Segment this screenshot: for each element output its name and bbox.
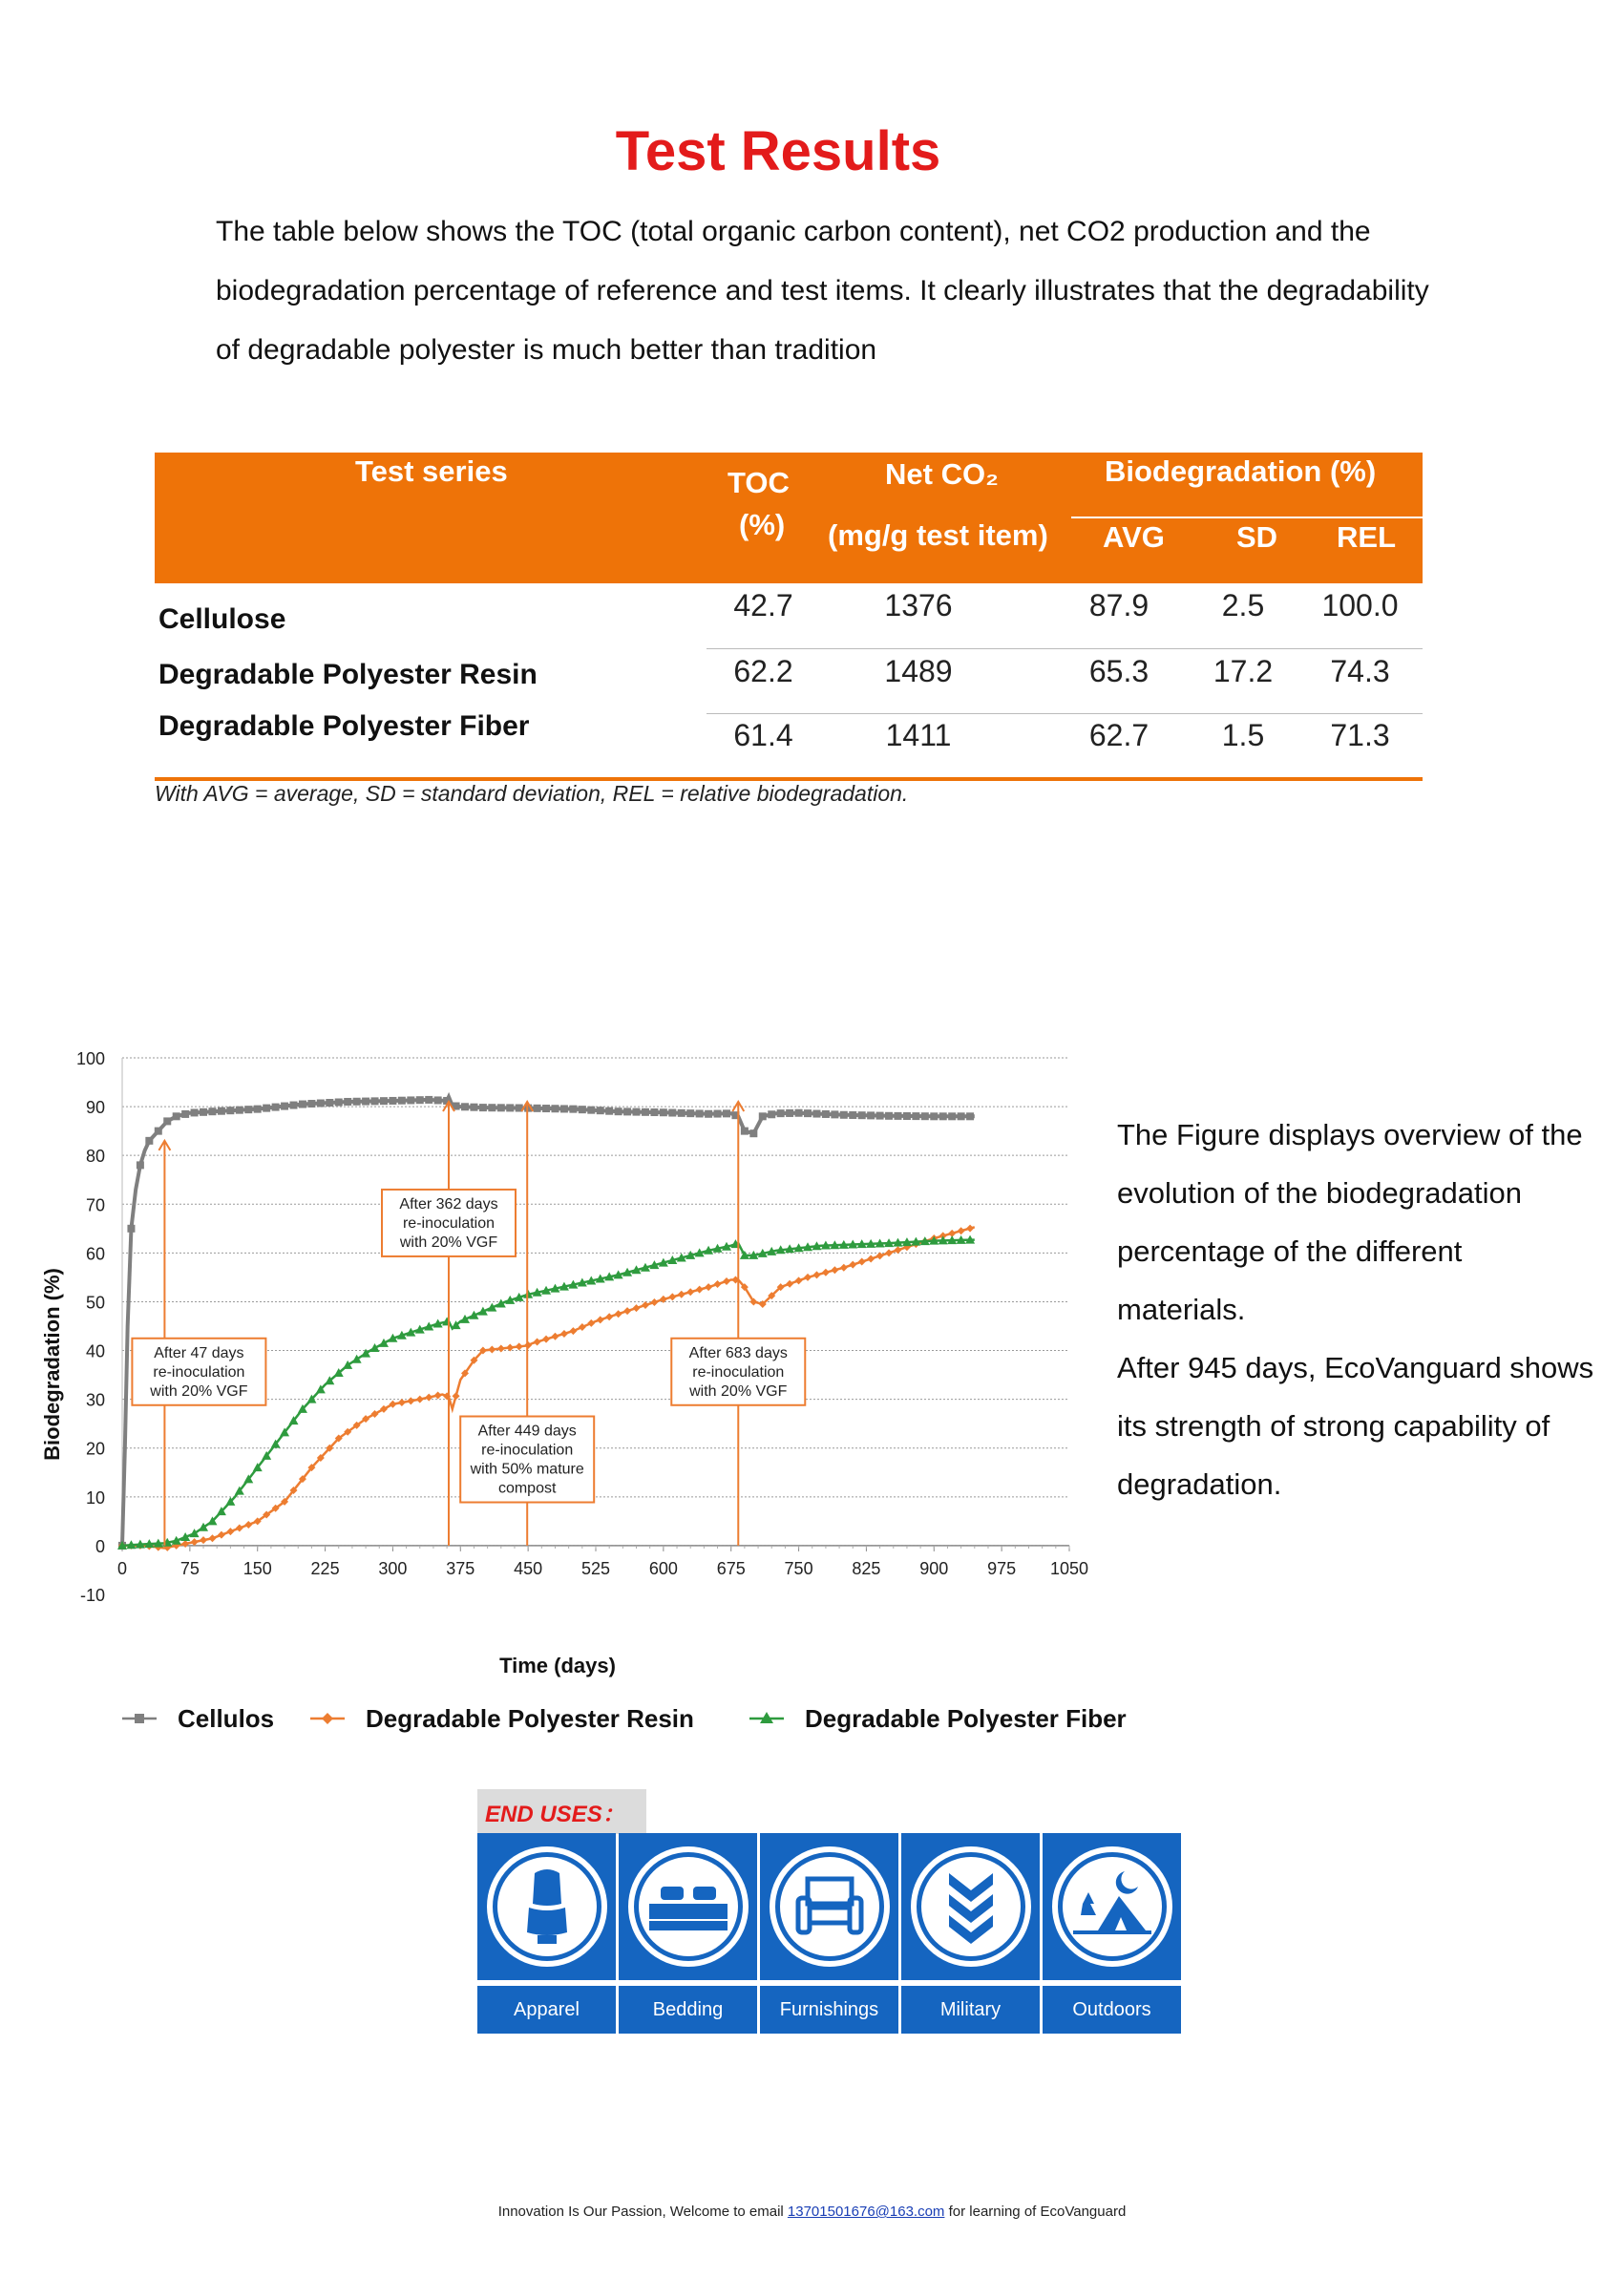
cellulose-marker: [244, 1106, 252, 1113]
resin-marker: [795, 1276, 803, 1284]
resin-marker: [840, 1264, 848, 1272]
resin-marker: [407, 1397, 414, 1404]
resin-marker: [416, 1396, 424, 1403]
cellulose-marker: [200, 1108, 207, 1116]
resin-marker: [208, 1534, 216, 1542]
annotation-text: After 362 days: [399, 1195, 498, 1213]
cellulose-marker: [497, 1104, 505, 1111]
cell-toc: 62.2: [733, 654, 793, 688]
cellulose-marker: [461, 1103, 469, 1110]
cellulose-marker: [597, 1107, 604, 1114]
chart-legend: [122, 1704, 1127, 1733]
cell-toc: 42.7: [733, 588, 793, 622]
figure-description-p2: After 945 days, EcoVanguard shows its strength of strong capability of degradation.: [1117, 1351, 1594, 1501]
resin-marker: [534, 1338, 541, 1345]
cellulose-marker: [958, 1112, 965, 1120]
resin-marker: [786, 1280, 793, 1288]
resin-marker: [605, 1313, 613, 1320]
header-co2-unit: (mg/g test item): [828, 518, 1048, 552]
x-tick-label: 525: [580, 1558, 611, 1578]
end-use-apparel: [477, 1833, 616, 2034]
annotation-text: After 449 days: [477, 1423, 577, 1440]
resin-marker: [650, 1298, 658, 1306]
figure-description: [1117, 1106, 1594, 1513]
annotation-text: re-inoculation: [153, 1363, 245, 1381]
cellulose-marker: [840, 1111, 848, 1119]
cellulose-marker: [353, 1098, 361, 1106]
y-tick-label: 30: [85, 1390, 105, 1410]
cell-co2: 1489: [884, 654, 953, 688]
cellulose-marker: [768, 1110, 775, 1118]
cellulose-marker: [317, 1100, 325, 1107]
legend-label: Degradable Polyester Fiber: [805, 1704, 1127, 1733]
cell-rel: 74.3: [1330, 654, 1390, 688]
cellulose-marker: [741, 1128, 749, 1135]
cell-avg: 87.9: [1088, 588, 1149, 622]
chart-annotations: [132, 1102, 805, 1546]
cell-avg: 65.3: [1088, 654, 1149, 688]
cellulose-marker: [551, 1105, 559, 1112]
x-tick-label: 675: [716, 1558, 746, 1578]
cellulose-marker: [389, 1097, 396, 1105]
y-tick-label: 40: [85, 1341, 105, 1361]
resin-marker: [191, 1538, 199, 1546]
y-tick-label: -10: [79, 1586, 105, 1605]
cellulose-marker: [822, 1110, 830, 1118]
cellulose-marker: [407, 1096, 414, 1104]
cell-co2: 1376: [884, 588, 953, 622]
resin-marker: [425, 1394, 432, 1402]
cell-sd: 17.2: [1213, 654, 1274, 688]
annotation-text: After 47 days: [154, 1344, 244, 1361]
cellulose-marker: [163, 1117, 171, 1125]
resin-marker: [244, 1521, 252, 1529]
resin-marker: [812, 1271, 820, 1278]
annotation-text: After 683 days: [688, 1344, 788, 1361]
y-tick-label: 80: [85, 1147, 105, 1167]
cellulose-marker: [479, 1104, 487, 1111]
cell-co2: 1411: [885, 718, 952, 752]
footer-email-link[interactable]: 13701501676@163.com: [787, 2204, 945, 2220]
y-tick-label: 70: [85, 1195, 105, 1215]
resin-marker: [597, 1316, 604, 1323]
end-use-label: Furnishings: [760, 1986, 898, 2034]
annotation-text: with 20% VGF: [689, 1382, 788, 1400]
cellulose-marker: [723, 1109, 730, 1117]
cellulose-marker: [876, 1112, 884, 1120]
end-use-bedding: [619, 1833, 757, 2034]
y-tick-label: 100: [75, 1049, 105, 1068]
annotation-text: with 50% mature: [470, 1461, 584, 1478]
cellulose-marker: [966, 1112, 974, 1120]
x-tick-label: 225: [310, 1558, 340, 1578]
cellulose-marker: [362, 1098, 369, 1106]
cell-toc: 61.4: [733, 718, 793, 752]
resin-marker: [804, 1274, 812, 1281]
header-divider: [1071, 517, 1423, 518]
row-name-resin: Degradable Polyester Resin: [158, 659, 538, 690]
row-name-cellulose: Cellulose: [158, 603, 286, 635]
cellulose-marker: [587, 1107, 595, 1114]
resin-marker: [714, 1280, 722, 1288]
x-tick-label: 450: [514, 1558, 543, 1578]
cellulose-marker: [605, 1107, 613, 1115]
resin-marker: [560, 1330, 568, 1338]
end-use-label: Apparel: [477, 1986, 616, 2034]
cellulose-marker: [145, 1137, 153, 1145]
chevrons-icon: [909, 1845, 1033, 1969]
resin-marker: [516, 1342, 523, 1350]
y-tick-label: 60: [85, 1244, 105, 1264]
row-divider: [707, 648, 1423, 649]
x-tick-label: 75: [179, 1558, 200, 1578]
resin-marker: [226, 1528, 234, 1535]
resin-marker: [398, 1399, 406, 1406]
y-tick-label: 0: [95, 1536, 105, 1556]
x-tick-label: 600: [648, 1558, 678, 1578]
resin-marker: [849, 1261, 856, 1269]
cellulose-marker: [299, 1101, 306, 1108]
cellulose-marker: [218, 1107, 225, 1115]
cellulose-marker: [226, 1107, 234, 1114]
y-axis-label: Biodegradation (%): [40, 1268, 64, 1461]
sofa-icon: [768, 1845, 892, 1969]
chart-grid: [122, 1058, 1069, 1546]
cellulose-marker: [236, 1107, 243, 1114]
legend-label: Degradable Polyester Resin: [366, 1704, 694, 1733]
resin-marker: [497, 1345, 505, 1353]
cell-avg: 62.7: [1088, 718, 1149, 752]
resin-marker: [236, 1525, 243, 1532]
cellulose-marker: [795, 1109, 803, 1117]
table-header: [155, 453, 1423, 583]
legend-marker: [322, 1713, 333, 1724]
cellulose-marker: [307, 1100, 315, 1107]
resin-marker: [705, 1283, 712, 1291]
cellulose-marker: [714, 1110, 722, 1118]
x-tick-label: 825: [852, 1558, 881, 1578]
cellulose-marker: [254, 1106, 262, 1113]
cellulose-marker: [488, 1104, 496, 1111]
row-divider: [707, 713, 1423, 714]
cellulose-marker: [921, 1112, 929, 1120]
cellulose-marker: [173, 1112, 180, 1120]
resin-marker: [642, 1301, 649, 1309]
end-use-label: Military: [901, 1986, 1040, 2034]
x-tick-label: 375: [446, 1558, 475, 1578]
cellulose-marker: [777, 1109, 785, 1117]
cellulose-marker: [867, 1111, 875, 1119]
annotation-text: with 20% VGF: [150, 1382, 248, 1400]
intro-paragraph: The table below shows the TOC (total organic carbon content), net CO2 production and the biodegradation percentage of reference and test items. It clearly illustrates that the degradability of degradable polyester is much better than tradition: [216, 216, 1429, 366]
end-use-furnishings: [760, 1833, 898, 2034]
cellulose-marker: [380, 1097, 388, 1105]
cellulose-marker: [696, 1109, 704, 1117]
cellulose-marker: [705, 1110, 712, 1118]
x-tick-label: 150: [243, 1558, 272, 1578]
x-tick-label: 1050: [1049, 1558, 1089, 1578]
cell-sd: 1.5: [1221, 718, 1265, 752]
legend-label: Cellulos: [178, 1704, 275, 1733]
fiber-marker: [442, 1317, 452, 1325]
header-avg: AVG: [1103, 520, 1165, 554]
cellulose-marker: [137, 1161, 144, 1169]
cellulose-marker: [668, 1109, 676, 1117]
resin-marker: [551, 1333, 559, 1340]
end-use-military: [901, 1833, 1040, 2034]
x-axis-label: Time (days): [499, 1654, 616, 1677]
footer-text-before: Innovation Is Our Passion, Welcome to email: [497, 2204, 788, 2220]
annotation-text: re-inoculation: [402, 1214, 496, 1232]
x-tick-label: 900: [919, 1558, 949, 1578]
header-sd: SD: [1236, 520, 1278, 554]
cell-rel: 71.3: [1330, 718, 1390, 752]
cellulose-marker: [786, 1109, 793, 1117]
header-toc: TOC: [728, 466, 790, 499]
header-net-co2: Net CO₂: [885, 457, 999, 491]
resin-marker: [453, 1392, 460, 1400]
cellulose-marker: [335, 1098, 343, 1106]
cellulose-marker: [894, 1112, 901, 1120]
end-use-outdoors: [1043, 1833, 1181, 2034]
resin-marker: [488, 1346, 496, 1354]
cellulose-marker: [660, 1108, 667, 1116]
cellulose-marker: [272, 1104, 280, 1111]
resin-marker: [200, 1536, 207, 1544]
cellulose-marker: [804, 1109, 812, 1117]
cellulose-marker: [633, 1108, 641, 1116]
cellulose-marker: [948, 1112, 956, 1120]
resin-marker: [858, 1258, 866, 1266]
figure-description-p1: The Figure displays overview of the evolution of the biodegradation percentage of the different materials.: [1117, 1118, 1583, 1326]
resin-marker: [542, 1336, 550, 1343]
cellulose-marker: [569, 1106, 577, 1113]
cellulose-marker: [579, 1106, 586, 1113]
header-toc-unit: (%): [739, 508, 786, 541]
cellulose-marker: [615, 1107, 622, 1115]
cellulose-marker: [858, 1111, 866, 1119]
cellulose-marker: [759, 1112, 767, 1120]
cellulose-marker: [534, 1105, 541, 1112]
cellulose-marker: [678, 1109, 685, 1117]
cellulose-marker: [930, 1112, 938, 1120]
annotation-text: re-inoculation: [481, 1442, 574, 1459]
resin-marker: [696, 1286, 704, 1294]
cellulose-marker: [939, 1112, 947, 1120]
resin-marker: [218, 1531, 225, 1539]
cellulose-marker: [127, 1225, 135, 1233]
row-name-fiber: Degradable Polyester Fiber: [158, 710, 530, 742]
cellulose-marker: [290, 1102, 298, 1109]
cellulose-marker: [371, 1097, 379, 1105]
y-tick-label: 90: [85, 1098, 105, 1118]
annotation-text: compost: [497, 1480, 557, 1497]
resin-marker: [822, 1269, 830, 1276]
cellulose-marker: [912, 1112, 919, 1120]
y-tick-label: 50: [85, 1293, 105, 1313]
cellulose-marker: [344, 1098, 351, 1106]
resin-marker: [867, 1255, 875, 1262]
annotation-text: re-inoculation: [692, 1363, 785, 1381]
cellulose-marker: [416, 1096, 424, 1104]
legend-marker: [135, 1714, 144, 1723]
resin-marker: [885, 1249, 893, 1256]
cellulose-marker: [208, 1107, 216, 1115]
cellulose-marker: [623, 1107, 631, 1115]
cellulose-marker: [326, 1099, 333, 1107]
resin-marker: [958, 1227, 965, 1234]
cellulose-marker: [155, 1128, 162, 1135]
table-note: With AVG = average, SD = standard deviation, REL = relative biodegradation.: [155, 781, 909, 806]
annotation-text: with 20% VGF: [399, 1234, 498, 1251]
seat-icon: [485, 1845, 609, 1969]
cellulose-marker: [542, 1105, 550, 1112]
cellulose-marker: [686, 1109, 694, 1117]
resin-marker: [434, 1392, 442, 1400]
cellulose-marker: [885, 1112, 893, 1120]
resin-marker: [615, 1310, 622, 1318]
cellulose-marker: [434, 1096, 442, 1104]
cellulose-marker: [470, 1104, 477, 1111]
y-tick-label: 20: [85, 1439, 105, 1459]
resin-marker: [966, 1225, 974, 1233]
cellulose-marker: [650, 1108, 658, 1116]
bed-icon: [626, 1845, 750, 1969]
cellulose-marker: [506, 1104, 514, 1111]
cellulose-marker: [849, 1111, 856, 1119]
cellulose-marker: [903, 1112, 911, 1120]
cellulose-marker: [749, 1129, 757, 1137]
y-tick-label: 10: [85, 1487, 105, 1508]
cellulose-marker: [642, 1108, 649, 1116]
cellulose-marker: [425, 1096, 432, 1104]
cellulose-marker: [263, 1105, 270, 1112]
resin-marker: [678, 1291, 685, 1298]
resin-marker: [587, 1319, 595, 1327]
cellulose-marker: [398, 1097, 406, 1105]
biodegradation-chart: [38, 1041, 1127, 1733]
x-tick-label: 0: [116, 1558, 128, 1578]
cell-sd: 2.5: [1221, 588, 1265, 622]
resin-marker: [686, 1288, 694, 1296]
resin-marker: [831, 1266, 838, 1274]
cellulose-marker: [281, 1103, 288, 1110]
resin-marker: [668, 1293, 676, 1300]
resin-marker: [181, 1540, 189, 1548]
cell-rel: 100.0: [1321, 588, 1399, 622]
header-rel: REL: [1337, 520, 1396, 554]
end-use-label: Outdoors: [1043, 1986, 1181, 2034]
end-use-label: Bedding: [619, 1986, 757, 2034]
cellulose-marker: [812, 1110, 820, 1118]
cellulose-marker: [560, 1105, 568, 1112]
end-uses-label: END USES：: [477, 1789, 646, 1834]
resin-marker: [633, 1304, 641, 1312]
footer-text-after: for learning of EcoVanguard: [944, 2204, 1127, 2220]
x-tick-label: 750: [784, 1558, 813, 1578]
resin-marker: [623, 1307, 631, 1315]
header-biodegradation: Biodegradation (%): [1105, 454, 1377, 488]
x-tick-label: 975: [987, 1558, 1017, 1578]
resin-marker: [579, 1323, 586, 1331]
resin-marker: [723, 1277, 730, 1285]
cellulose-marker: [181, 1110, 189, 1118]
x-tick-label: 300: [378, 1558, 408, 1578]
cellulose-marker: [831, 1110, 838, 1118]
footer: [0, 2204, 1624, 2220]
tent-icon: [1050, 1845, 1174, 1969]
header-test-series: Test series: [355, 454, 508, 488]
cellulose-marker: [191, 1108, 199, 1116]
page-title: Test Results: [615, 120, 941, 182]
resin-marker: [569, 1327, 577, 1335]
